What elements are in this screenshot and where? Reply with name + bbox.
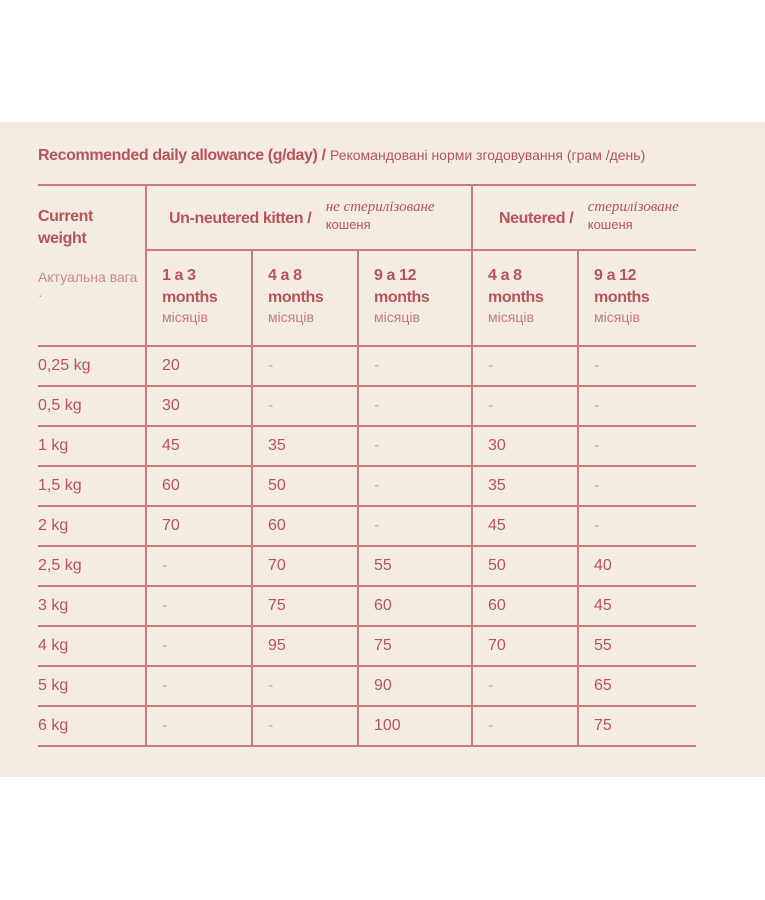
table-row — [38, 346, 696, 386]
cell-value: - — [594, 477, 600, 494]
value-cell — [472, 506, 578, 546]
cell-value: місяців — [162, 309, 208, 325]
unneutered-label-ua — [326, 198, 435, 234]
value-cell — [252, 626, 358, 666]
value-cell — [252, 426, 358, 466]
value-cell — [578, 666, 696, 706]
value-cell — [252, 506, 358, 546]
value-cell — [146, 426, 252, 466]
period-header — [252, 250, 358, 346]
weight-cell — [38, 386, 146, 426]
cell-value: Current weight — [38, 208, 93, 247]
value-cell — [252, 466, 358, 506]
value-cell — [578, 506, 696, 546]
cell-value: 4 kg — [38, 637, 69, 654]
cell-value: - — [162, 597, 168, 614]
value-cell — [146, 706, 252, 746]
weight-cell — [38, 666, 146, 706]
weight-cell — [38, 706, 146, 746]
cell-value: 2,5 kg — [38, 557, 82, 574]
cell-value: - — [488, 717, 494, 734]
weight-cell — [38, 346, 146, 386]
unneutered-label: Un-neutered kitten / — [169, 210, 312, 227]
value-cell — [146, 506, 252, 546]
cell-value: - — [268, 397, 274, 414]
cell-value: - — [488, 677, 494, 694]
neutered-label: Neutered / — [499, 210, 574, 227]
weight-cell — [38, 626, 146, 666]
cell-value: - — [594, 517, 600, 534]
cell-value: - — [268, 357, 274, 374]
neutered-label-ua — [588, 198, 679, 234]
period-header — [578, 250, 696, 346]
value-cell — [252, 666, 358, 706]
value-cell — [252, 386, 358, 426]
cell-value: 4 a 8 months — [488, 267, 544, 306]
cell-value: - — [374, 397, 380, 414]
table-row — [38, 706, 696, 746]
cell-value: - — [268, 717, 274, 734]
cell-value: 60 — [268, 517, 286, 534]
cell-value: 90 — [374, 677, 392, 694]
cell-value: 9 a 12 months — [374, 267, 430, 306]
period-header — [146, 250, 252, 346]
cell-value: - — [374, 357, 380, 374]
value-cell — [358, 626, 472, 666]
table-row — [38, 666, 696, 706]
cell-value: кошеня — [325, 217, 371, 232]
cell-value: 75 — [594, 717, 612, 734]
cell-value: 20 — [162, 357, 180, 374]
value-cell — [578, 466, 696, 506]
value-cell — [472, 426, 578, 466]
cell-value: - — [162, 717, 168, 734]
cell-value: 6 kg — [38, 717, 69, 734]
value-cell — [358, 546, 472, 586]
current-weight-header — [38, 185, 146, 250]
value-cell — [578, 426, 696, 466]
unneutered-group-header — [146, 185, 472, 250]
value-cell — [578, 346, 696, 386]
cell-value: стерилізоване — [587, 199, 679, 215]
cell-value: - — [488, 357, 494, 374]
value-cell — [578, 546, 696, 586]
value-cell — [358, 586, 472, 626]
cell-value: 45 — [488, 517, 506, 534]
value-cell — [472, 466, 578, 506]
cell-value: місяців — [594, 309, 640, 325]
cell-value: - — [162, 557, 168, 574]
value-cell — [146, 546, 252, 586]
cell-value: 45 — [594, 597, 612, 614]
table-row — [38, 546, 696, 586]
value-cell — [146, 666, 252, 706]
cell-value: 1 kg — [38, 437, 69, 454]
value-cell — [472, 706, 578, 746]
cell-value: 9 a 12 months — [594, 267, 650, 306]
cell-value: Актуальна вага · — [38, 269, 138, 303]
cell-value: не стерилізоване — [325, 199, 435, 215]
page-title — [38, 147, 645, 165]
value-cell — [578, 706, 696, 746]
cell-value: 5 kg — [38, 677, 69, 694]
period-header — [472, 250, 578, 346]
value-cell — [578, 386, 696, 426]
cell-value: - — [374, 517, 380, 534]
cell-value: - — [162, 637, 168, 654]
value-cell — [472, 386, 578, 426]
weight-cell — [38, 466, 146, 506]
table-row — [38, 506, 696, 546]
cell-value: 0,25 kg — [38, 357, 91, 374]
cell-value: - — [594, 397, 600, 414]
weight-cell — [38, 586, 146, 626]
cell-value: 70 — [488, 637, 506, 654]
title-en: Recommended daily allowance (g/day) / — [38, 147, 326, 164]
cell-value: 60 — [488, 597, 506, 614]
cell-value: 95 — [268, 637, 286, 654]
value-cell — [472, 346, 578, 386]
cell-value: - — [374, 437, 380, 454]
cell-value: 3 kg — [38, 597, 69, 614]
cell-value: 60 — [162, 477, 180, 494]
cell-value: - — [374, 477, 380, 494]
cell-value: - — [268, 677, 274, 694]
value-cell — [358, 346, 472, 386]
value-cell — [252, 346, 358, 386]
cell-value: 1,5 kg — [38, 477, 82, 494]
cell-value: 50 — [268, 477, 286, 494]
cell-value: 60 — [374, 597, 392, 614]
cell-value: 70 — [268, 557, 286, 574]
allowance-table — [38, 184, 696, 747]
cell-value: місяців — [374, 309, 420, 325]
value-cell — [252, 706, 358, 746]
value-cell — [146, 626, 252, 666]
value-cell — [358, 666, 472, 706]
value-cell — [358, 426, 472, 466]
value-cell — [358, 466, 472, 506]
value-cell — [252, 546, 358, 586]
cell-value: 35 — [488, 477, 506, 494]
cell-value: 65 — [594, 677, 612, 694]
cell-value: 75 — [268, 597, 286, 614]
weight-cell — [38, 426, 146, 466]
cell-value: 4 a 8 months — [268, 267, 324, 306]
value-cell — [146, 386, 252, 426]
value-cell — [358, 506, 472, 546]
cell-value: - — [594, 437, 600, 454]
table-row — [38, 626, 696, 666]
title-ua: Рекомандовані норми згодовування (грам /день) — [329, 147, 646, 163]
neutered-group-header — [472, 185, 696, 250]
value-cell — [472, 626, 578, 666]
value-cell — [578, 626, 696, 666]
cell-value: місяців — [488, 309, 534, 325]
value-cell — [578, 586, 696, 626]
cell-value: - — [488, 397, 494, 414]
cell-value: 40 — [594, 557, 612, 574]
cell-value: 75 — [374, 637, 392, 654]
cell-value: кошеня — [587, 217, 633, 232]
table-row — [38, 466, 696, 506]
cell-value: 30 — [488, 437, 506, 454]
value-cell — [472, 666, 578, 706]
value-cell — [472, 546, 578, 586]
value-cell — [472, 586, 578, 626]
cell-value: - — [594, 357, 600, 374]
cell-value: 1 a 3 months — [162, 267, 218, 306]
value-cell — [146, 466, 252, 506]
cell-value: 55 — [594, 637, 612, 654]
cell-value: 30 — [162, 397, 180, 414]
weight-cell — [38, 506, 146, 546]
cell-value: 100 — [374, 717, 401, 734]
cell-value: 35 — [268, 437, 286, 454]
value-cell — [358, 386, 472, 426]
cell-value: 2 kg — [38, 517, 69, 534]
value-cell — [252, 586, 358, 626]
table-row — [38, 386, 696, 426]
cell-value: 70 — [162, 517, 180, 534]
period-header — [358, 250, 472, 346]
cell-value: місяців — [268, 309, 314, 325]
value-cell — [358, 706, 472, 746]
current-weight-ua-header — [38, 250, 146, 346]
cell-value: 50 — [488, 557, 506, 574]
cell-value: 55 — [374, 557, 392, 574]
cell-value: 45 — [162, 437, 180, 454]
value-cell — [146, 586, 252, 626]
weight-cell — [38, 546, 146, 586]
cell-value: 0,5 kg — [38, 397, 82, 414]
table-row — [38, 426, 696, 466]
table-row — [38, 586, 696, 626]
cell-value: - — [162, 677, 168, 694]
value-cell — [146, 346, 252, 386]
